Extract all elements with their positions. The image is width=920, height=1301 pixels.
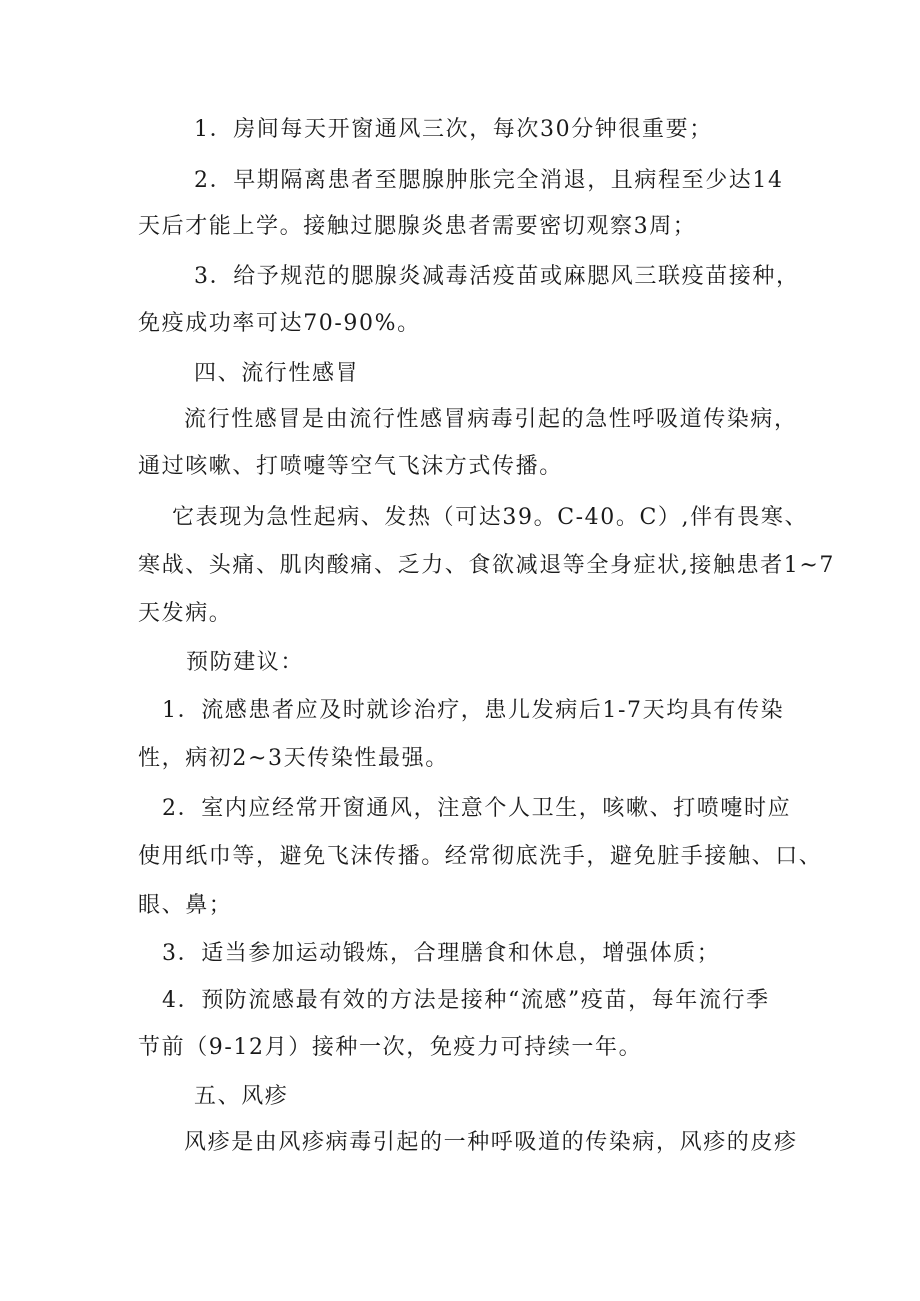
paragraph-line: 3．给予规范的腮腺炎减毒活疫苗或麻腮风三联疫苗接种， — [194, 264, 800, 289]
paragraph-line: 1．房间每天开窗通风三次，每次30分钟很重要； — [194, 117, 713, 142]
paragraph-line: 风疹是由风疹病毒引起的一种呼吸道的传染病，风疹的皮疹 — [184, 1130, 798, 1155]
paragraph-line: 1．流感患者应及时就诊治疗，患儿发病后1-7天均具有传染 — [162, 698, 785, 723]
section-heading-influenza: 四、流行性感冒 — [194, 361, 360, 386]
paragraph-line: 免疫成功率可达70-90%。 — [138, 311, 421, 336]
paragraph-line: 2．室内应经常开窗通风，注意个人卫生，咳嗽、打喷嚏时应 — [162, 796, 792, 821]
paragraph-line: 4．预防流感最有效的方法是接种“流感”疫苗，每年流行季 — [162, 988, 770, 1013]
paragraph-line: 寒战、头痛、肌肉酸痛、乏力、食欲减退等全身症状,接触患者1~7 — [138, 553, 836, 578]
paragraph-line: 天发病。 — [138, 601, 233, 626]
paragraph-line: 流行性感冒是由流行性感冒病毒引起的急性呼吸道传染病， — [184, 407, 798, 432]
section-heading-rubella: 五、风疹 — [194, 1084, 289, 1109]
paragraph-line: 它表现为急性起病、发热（可达39。C-40。C）,伴有畏寒、 — [172, 505, 809, 530]
paragraph-line: 眼、鼻； — [138, 893, 233, 918]
paragraph-line: 2．早期隔离患者至腮腺肿胀完全消退，且病程至少达14 — [194, 168, 784, 193]
paragraph-line: 性，病初2~3天传染性最强。 — [138, 746, 449, 771]
paragraph-line: 使用纸巾等，避免飞沫传播。经常彻底洗手，避免脏手接触、口、 — [138, 844, 823, 869]
paragraph-line: 节前（9-12月）接种一次，免疫力可持续一年。 — [138, 1035, 643, 1060]
paragraph-line: 3．适当参加运动锻炼，合理膳食和休息，增强体质； — [162, 941, 721, 966]
subheading-prevention: 预防建议： — [186, 650, 305, 675]
paragraph-line: 通过咳嗽、打喷嚏等空气飞沫方式传播。 — [138, 454, 563, 479]
paragraph-line: 天后才能上学。接触过腮腺炎患者需要密切观察3周； — [138, 214, 697, 239]
